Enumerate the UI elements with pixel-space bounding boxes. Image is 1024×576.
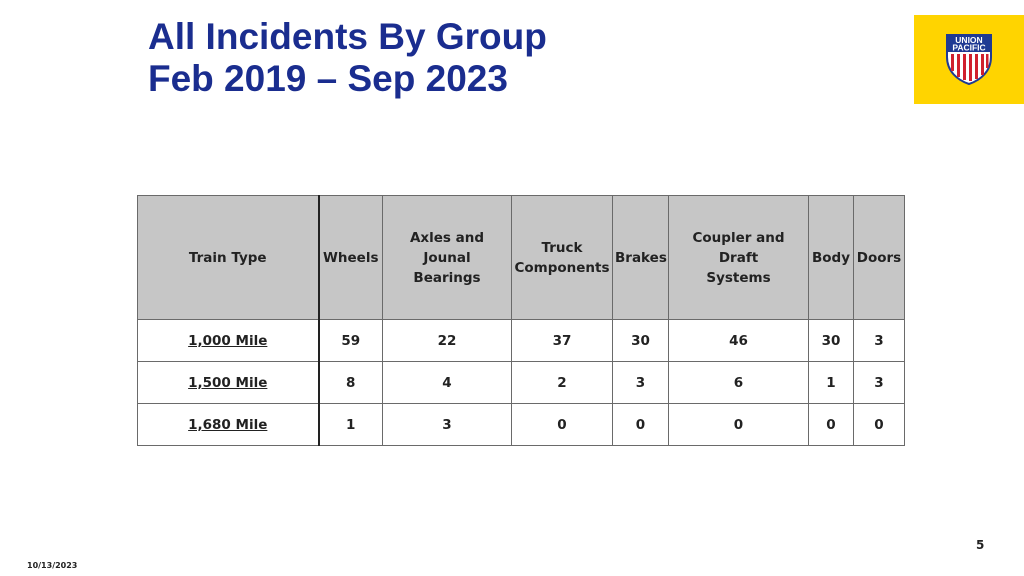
incident-count-cell: 0	[512, 404, 613, 446]
column-header	[512, 196, 613, 320]
column-header-text: Train Type	[188, 249, 267, 266]
incident-count-cell: 37	[512, 320, 613, 362]
incident-count-cell: 8	[319, 362, 383, 404]
table-body	[138, 320, 905, 446]
column-header-text: Wheels	[323, 249, 379, 266]
incident-count-cell: 30	[613, 320, 669, 362]
incident-count-cell: 30	[809, 320, 854, 362]
column-header	[854, 196, 905, 320]
table-row	[138, 320, 905, 362]
page-number: 5	[976, 538, 985, 552]
union-pacific-logo	[914, 15, 1024, 104]
column-header	[809, 196, 854, 320]
column-header	[383, 196, 512, 320]
footer-date: 10/13/2023	[27, 561, 78, 570]
column-header-text: Axles and Jounal	[409, 229, 485, 266]
incident-count-cell: 0	[809, 404, 854, 446]
column-header-text: Coupler and Draft	[692, 229, 785, 266]
column-header	[613, 196, 669, 320]
column-header	[319, 196, 383, 320]
title-line-1: All Incidents By Group	[148, 16, 547, 57]
incident-count-cell: 0	[669, 404, 809, 446]
incident-count-cell: 59	[319, 320, 383, 362]
column-header-text: Doors	[856, 249, 902, 266]
train-type-cell: 1,000 Mile	[138, 320, 319, 362]
column-header-text: Systems	[706, 269, 771, 286]
table-header-row	[138, 196, 905, 320]
incident-count-cell: 1	[319, 404, 383, 446]
incident-count-cell: 0	[854, 404, 905, 446]
shield-logo-icon	[945, 33, 993, 85]
column-header-text: Brakes	[615, 249, 667, 266]
incident-count-cell: 6	[669, 362, 809, 404]
incident-count-cell: 3	[854, 362, 905, 404]
incidents-table	[137, 195, 905, 446]
column-header	[669, 196, 809, 320]
column-header-text: Body	[811, 249, 851, 266]
page-title	[148, 16, 547, 100]
column-header-text: Components	[514, 259, 610, 276]
incident-count-cell: 3	[383, 404, 512, 446]
column-header-text: Bearings	[413, 269, 481, 286]
incident-count-cell: 4	[383, 362, 512, 404]
column-header	[138, 196, 319, 320]
incident-count-cell: 22	[383, 320, 512, 362]
logo-text-pacific: PACIFIC	[952, 42, 986, 53]
table-row	[138, 404, 905, 446]
incident-count-cell: 3	[613, 362, 669, 404]
incident-count-cell: 3	[854, 320, 905, 362]
train-type-cell: 1,680 Mile	[138, 404, 319, 446]
title-line-2: Feb 2019 – Sep 2023	[148, 58, 508, 99]
incident-count-cell: 2	[512, 362, 613, 404]
table-row	[138, 362, 905, 404]
incident-count-cell: 46	[669, 320, 809, 362]
incident-count-cell: 0	[613, 404, 669, 446]
train-type-cell: 1,500 Mile	[138, 362, 319, 404]
logo-text-union: UNION	[955, 35, 983, 45]
incident-count-cell: 1	[809, 362, 854, 404]
column-header-text: Truck	[541, 239, 583, 256]
